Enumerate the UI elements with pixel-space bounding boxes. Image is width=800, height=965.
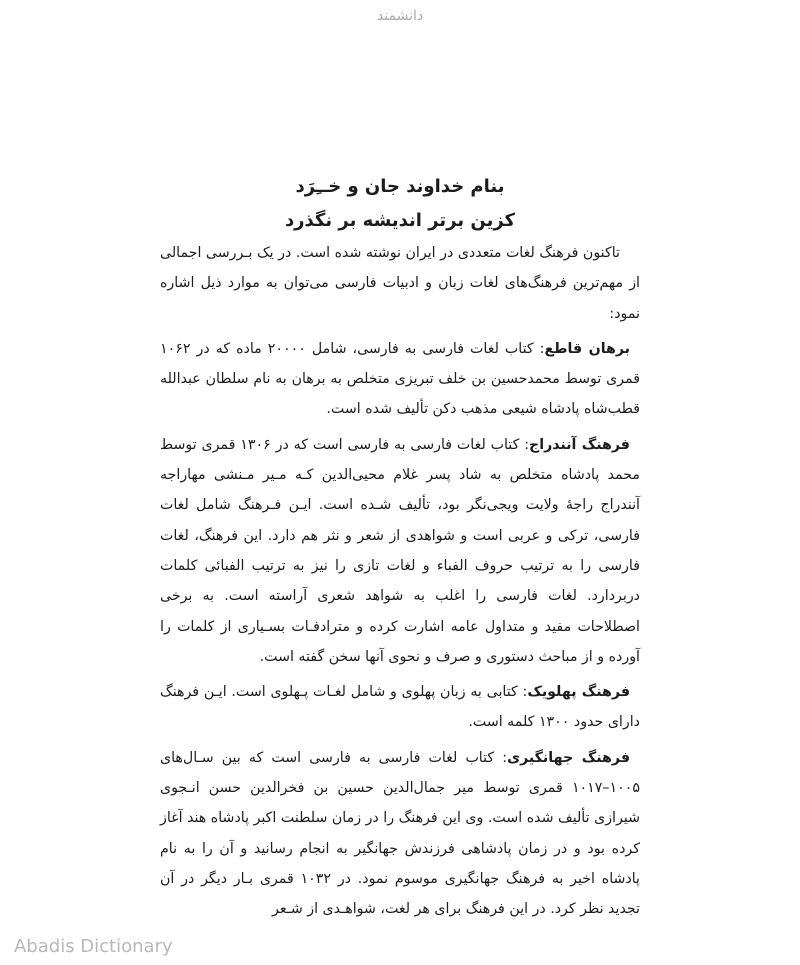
entry-term: برهان قاطع <box>544 340 631 357</box>
entry-borhan-ghate <box>160 334 640 425</box>
entry-anandraj <box>160 430 640 672</box>
entry-text: : کتاب لغات فارسی به فارسی است که بین سـال‌های ۱۰۰۵–۱۰۱۷ قمری توسط میر جمال‌الدین حسین بن فخرالدین حسن انـجوی شیرازی تألیف شده است. وی این فرهنگ را در زمان سلطنت اکبر پادشاه هند آغاز کرده بود و در زمان پادشاهی فرزندش جهانگیر به انجام رسانید و آن را به نام پادشاه اخیر به فرهنگ جهانگیری موسوم نمود. در ۱۰۳۲ قمری بـار دیگر در آن تجدید نظر کرد. در این فرهنگ برای هر لغت، شواهـدی از شـعر <box>160 749 640 918</box>
entry-pahlavik <box>160 677 640 738</box>
entry-term: فرهنگ آنندراج <box>528 436 630 453</box>
entry-text: : کتاب لغات فارسی به فارسی، شامل ۲۰۰۰۰ ماده که در ۱۰۶۲ قمری توسط محمدحسین بن خلف تبریزی متخلص به برهان به نام سلطان عبدالله قطب‌شاه پادشاه شیعی مذهب دکن تألیف شده است. <box>160 340 640 418</box>
entry-term: فرهنگ جهانگیری <box>507 749 630 766</box>
entry-text: : کتاب لغات فارسی به فارسی است که در ۱۳۰۶ قمری توسط محمد پادشاه متخلص به شاد پسر غلام محیی‌الدین کـه مـیر مـنشی مهاراجه آنندراج راجهٔ ولایت ویجی‌نگر بود، تألیف شـده است. ایـن فـرهنگ شامل لغات فارسی، ترکی و عربی است و شواهدی از شعر و نثر هم دارد. این فرهنگ، لغات فارسی را به ترتیب حروف الفباء و لغات تازی را نیز به ترتیب الفبائی کلمات دربردارد. لغات فارسی را اغلب به شواهد شعری آراسته است. به برخی اصطلاحات مفید و متداول عامه اشارت کرده و مترادفـات بسـیاری از کلمات را آورده و از مباحث دستوری و صرف و نحوی آنها سخن گفته است. <box>160 436 640 665</box>
document-page <box>160 170 640 925</box>
entry-term: فرهنگ پهلویک <box>527 684 631 701</box>
watermark: Abadis Dictionary <box>14 936 173 957</box>
intro-paragraph: تاکنون فرهنگ لغات متعددی در ایران نوشته شده است. در یک بـررسی اجمالی از مهم‌ترین فرهنگ‌های لغات زبان و ادبیات فارسی می‌توان به موارد ذیل اشاره نمود: <box>160 245 640 322</box>
entry-text: : کتابی به زبان پهلوی و شامل لغـات پـهلوی است. ایـن فرهنگ دارای حدود ۱۳۰۰ کلمه است. <box>160 684 640 731</box>
poem-line-1: بنام خداوند جان و خــِرَد <box>295 176 505 197</box>
site-name: دانشمند <box>376 8 424 24</box>
entry-jahangiri <box>160 743 640 925</box>
poem-line-2: کزین برتر اندیشه بر نگذرد <box>284 210 516 231</box>
